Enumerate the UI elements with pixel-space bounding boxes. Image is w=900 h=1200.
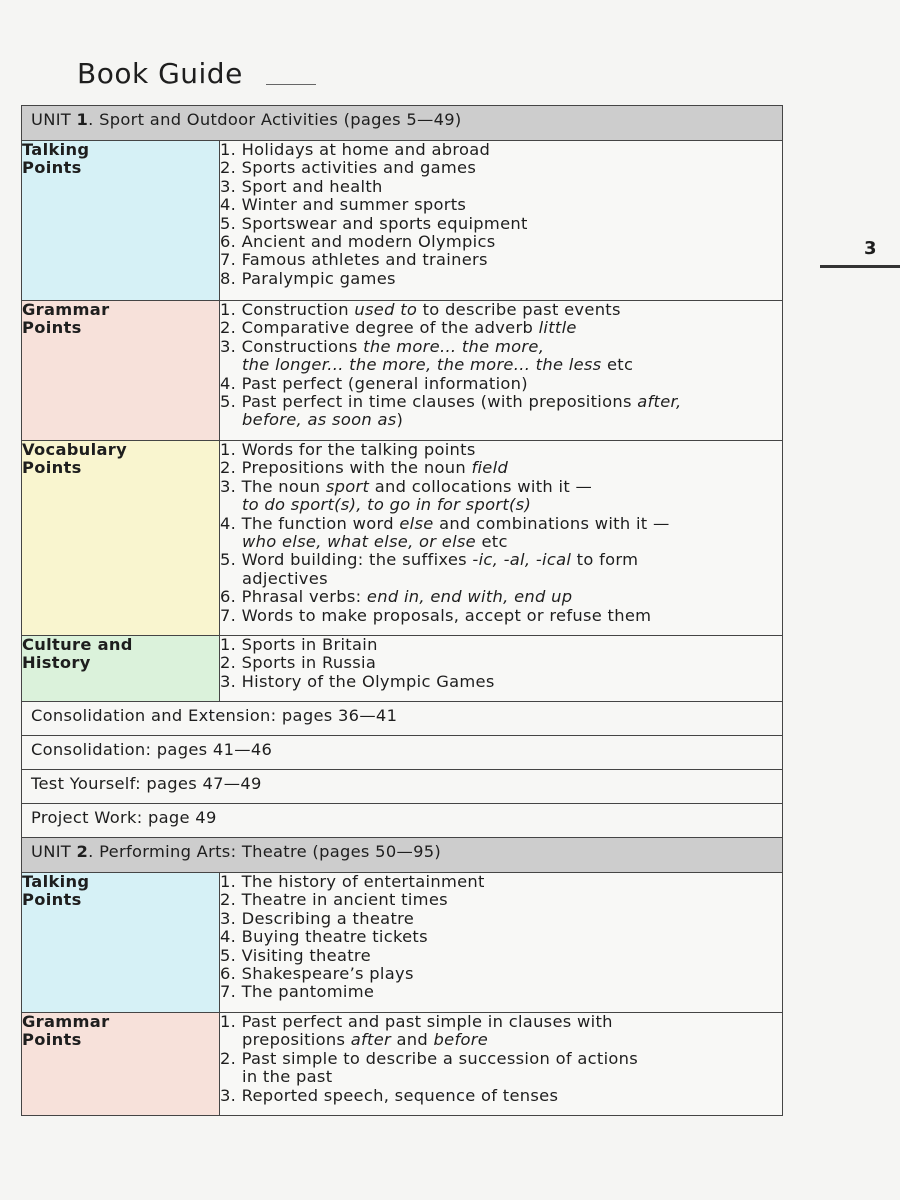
unit-1-grammar-points-row — [22, 301, 783, 441]
unit-1-header — [22, 106, 783, 141]
list-item: 5. Visiting theatre — [220, 945, 371, 965]
unit-1-extra-row — [22, 770, 783, 804]
unit-2-talking-points-list — [220, 873, 782, 1002]
unit-1-vocabulary-points-content — [220, 441, 783, 636]
unit-1-project-work: Project Work: page 49 — [22, 804, 783, 838]
list-item: 4. Buying theatre tickets — [220, 927, 428, 947]
list-item: 3. History of the Olympic Games — [220, 671, 495, 691]
page-number: 3 — [864, 238, 877, 259]
list-item: 1. The history of entertainment — [220, 872, 485, 891]
unit-2-header — [22, 838, 783, 873]
list-item: 3. The noun sport and collocations with it — to do sport(s), to go in for sport(s) — [220, 476, 593, 515]
list-item: 1. Sports in Britain — [220, 635, 378, 654]
section-label-line: Points — [22, 890, 82, 910]
section-label-line: History — [22, 653, 91, 673]
unit-2-title: . Performing Arts: Theatre (pages 50—95) — [88, 842, 442, 861]
section-label-line: Vocabulary — [22, 440, 127, 459]
unit-1-vocabulary-points-list — [220, 441, 782, 625]
unit-1-extra-row — [22, 702, 783, 736]
section-label-line: Points — [22, 458, 82, 478]
unit-1-number: 1 — [76, 110, 89, 129]
unit-1-vocabulary-points-row — [22, 441, 783, 636]
unit-1-test-yourself: Test Yourself: pages 47—49 — [22, 770, 783, 804]
unit-1-talking-points-list — [220, 141, 782, 288]
unit-2-talking-points-row — [22, 873, 783, 1013]
list-item: 7. The pantomime — [220, 982, 375, 1002]
list-item: 2. Comparative degree of the adverb little — [220, 318, 577, 338]
list-item: 3. Reported speech, sequence of tenses — [220, 1085, 559, 1105]
list-item: 3. Sport and health — [220, 176, 383, 196]
list-item: 3. Constructions the more... the more, the longer... the more, the more... the less etc — [220, 336, 634, 375]
section-label-line: Points — [22, 318, 82, 338]
list-item: 2. Sports activities and games — [220, 158, 477, 178]
unit-1-talking-points-label — [22, 141, 220, 301]
list-item: 7. Famous athletes and trainers — [220, 250, 488, 270]
page-number-rule — [820, 265, 900, 268]
list-item: 4. Winter and summer sports — [220, 195, 467, 215]
unit-1-consolidation: Consolidation: pages 41—46 — [22, 736, 783, 770]
unit-1-label: UNIT — [31, 110, 72, 129]
list-item: 6. Phrasal verbs: end in, end with, end up — [220, 587, 573, 607]
list-item: 2. Sports in Russia — [220, 653, 377, 673]
list-item: 2. Theatre in ancient times — [220, 890, 448, 910]
list-item: 3. Describing a theatre — [220, 908, 415, 928]
unit-2-talking-points-content — [220, 873, 783, 1013]
unit-2-talking-points-label — [22, 873, 220, 1013]
title-rule — [266, 84, 316, 85]
section-label-line: Culture and — [22, 635, 133, 654]
list-item: 4. Past perfect (general information) — [220, 373, 528, 393]
list-item: 7. Words to make proposals, accept or refuse them — [220, 605, 652, 625]
list-item: 5. Sportswear and sports equipment — [220, 213, 528, 233]
unit-1-grammar-points-label — [22, 301, 220, 441]
unit-2-number: 2 — [76, 842, 89, 861]
unit-2-grammar-points-list — [220, 1013, 782, 1105]
unit-1-grammar-points-list — [220, 301, 782, 430]
unit-1-consolidation-extension: Consolidation and Extension: pages 36—41 — [22, 702, 783, 736]
list-item: 8. Paralympic games — [220, 268, 396, 288]
unit-1-culture-history-content — [220, 636, 783, 702]
list-item: 6. Shakespeare’s plays — [220, 964, 414, 984]
list-item: 2. Past simple to describe a succession of actions in the past — [220, 1048, 639, 1087]
list-item: 1. Construction used to to describe past events — [220, 300, 621, 319]
section-label-line: Grammar — [22, 300, 110, 319]
book-guide-table — [21, 105, 783, 1116]
section-label-line: Talking — [22, 872, 90, 891]
unit-1-culture-history-row — [22, 636, 783, 702]
unit-2-label: UNIT — [31, 842, 72, 861]
list-item: 2. Prepositions with the noun field — [220, 458, 509, 478]
unit-2-grammar-points-label — [22, 1013, 220, 1116]
unit-1-culture-history-list — [220, 636, 782, 691]
list-item: 1. Past perfect and past simple in clauses with prepositions after and before — [220, 1012, 613, 1050]
list-item: 1. Words for the talking points — [220, 440, 476, 459]
unit-2-header-cell — [22, 838, 783, 873]
unit-1-title: . Sport and Outdoor Activities (pages 5—49) — [88, 110, 462, 129]
unit-1-grammar-points-content — [220, 301, 783, 441]
unit-1-extra-row — [22, 804, 783, 838]
list-item: 5. Past perfect in time clauses (with prepositions after, before, as soon as) — [220, 392, 682, 430]
unit-2-grammar-points-row — [22, 1013, 783, 1116]
unit-1-talking-points-row — [22, 141, 783, 301]
list-item: 5. Word building: the suffixes -ic, -al, -ical to form adjectives — [220, 550, 639, 588]
unit-1-culture-history-label — [22, 636, 220, 702]
list-item: 4. The function word else and combinations with it — who else, what else, or else etc — [220, 513, 670, 552]
list-item: 1. Holidays at home and abroad — [220, 140, 491, 159]
page-title: Book Guide — [77, 57, 243, 90]
section-label-line: Grammar — [22, 1012, 110, 1031]
list-item: 6. Ancient and modern Olympics — [220, 232, 496, 252]
section-label-line: Talking — [22, 140, 90, 159]
section-label-line: Points — [22, 158, 82, 178]
unit-2-grammar-points-content — [220, 1013, 783, 1116]
unit-1-extra-row — [22, 736, 783, 770]
unit-1-header-cell — [22, 106, 783, 141]
unit-1-talking-points-content — [220, 141, 783, 301]
section-label-line: Points — [22, 1030, 82, 1050]
unit-1-vocabulary-points-label — [22, 441, 220, 636]
